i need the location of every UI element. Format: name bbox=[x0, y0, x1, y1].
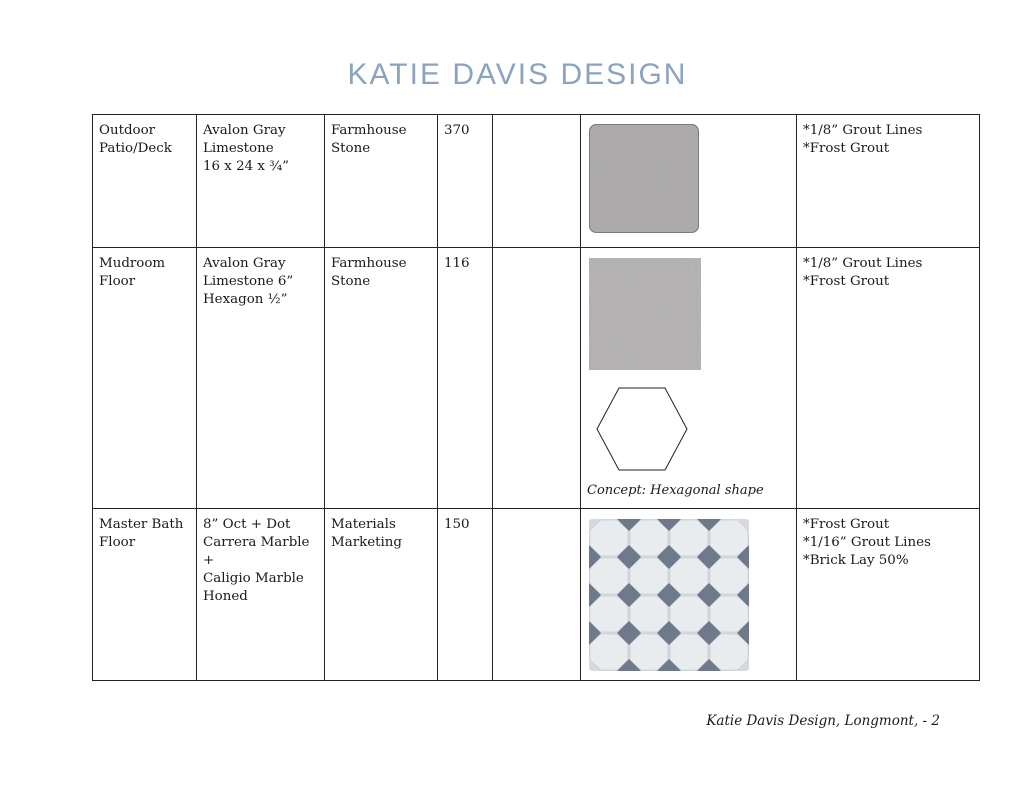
table-row bbox=[93, 115, 980, 248]
notes-cell: *1/8” Grout Lines *Frost Grout bbox=[797, 248, 980, 509]
material-cell: 8” Oct + Dot Carrera Marble + Caligio Marble Honed bbox=[197, 509, 325, 681]
notes-cell: *1/8” Grout Lines *Frost Grout bbox=[797, 115, 980, 248]
image-cell bbox=[581, 509, 797, 681]
page-footer: Katie Davis Design, Longmont, - 2 bbox=[706, 713, 940, 729]
material-cell: Avalon Gray Limestone 6” Hexagon ½” bbox=[197, 248, 325, 509]
empty-cell bbox=[493, 509, 581, 681]
table-row bbox=[93, 509, 980, 681]
vendor-cell: Farmhouse Stone bbox=[325, 115, 438, 248]
location-cell: Master Bath Floor bbox=[93, 509, 197, 681]
octagon-tile bbox=[590, 558, 628, 594]
vendor-cell: Materials Marketing bbox=[325, 509, 438, 681]
octagon-tile bbox=[590, 634, 628, 670]
octagon-tile bbox=[630, 520, 668, 556]
limestone-tile-swatch bbox=[587, 123, 701, 235]
location-cell: Mudroom Floor bbox=[93, 248, 197, 509]
octagon-tile bbox=[590, 596, 628, 632]
octagon-tile bbox=[670, 520, 708, 556]
empty-cell bbox=[493, 248, 581, 509]
empty-cell bbox=[493, 115, 581, 248]
image-cell bbox=[581, 248, 797, 509]
octagon-tile bbox=[630, 634, 668, 670]
image-cell bbox=[581, 115, 797, 248]
octagon-tile bbox=[630, 558, 668, 594]
concept-caption: Concept: Hexagonal shape bbox=[587, 483, 764, 498]
octagon-tile bbox=[670, 558, 708, 594]
octagon-tile bbox=[590, 520, 628, 556]
octagon-tile bbox=[710, 596, 748, 632]
octagon-tile bbox=[670, 596, 708, 632]
page-title: KATIE DAVIS DESIGN bbox=[347, 58, 688, 91]
octagon-tile bbox=[670, 634, 708, 670]
quantity-cell: 370 bbox=[438, 115, 493, 248]
table-row bbox=[93, 248, 980, 509]
tile-spec-table bbox=[92, 114, 980, 681]
notes-cell: *Frost Grout *1/16” Grout Lines *Brick Lay 50% bbox=[797, 509, 980, 681]
octagon-dot-mosaic bbox=[587, 517, 751, 673]
location-cell: Outdoor Patio/Deck bbox=[93, 115, 197, 248]
limestone-swatch bbox=[587, 256, 703, 372]
quantity-cell: 116 bbox=[438, 248, 493, 509]
octagon-tile bbox=[710, 558, 748, 594]
material-cell: Avalon Gray Limestone 16 x 24 x ¾” bbox=[197, 115, 325, 248]
octagon-tile bbox=[710, 634, 748, 670]
octagon-tile bbox=[630, 596, 668, 632]
vendor-cell: Farmhouse Stone bbox=[325, 248, 438, 509]
hexagon-shape-icon bbox=[587, 386, 697, 476]
octagon-tile bbox=[710, 520, 748, 556]
quantity-cell: 150 bbox=[438, 509, 493, 681]
